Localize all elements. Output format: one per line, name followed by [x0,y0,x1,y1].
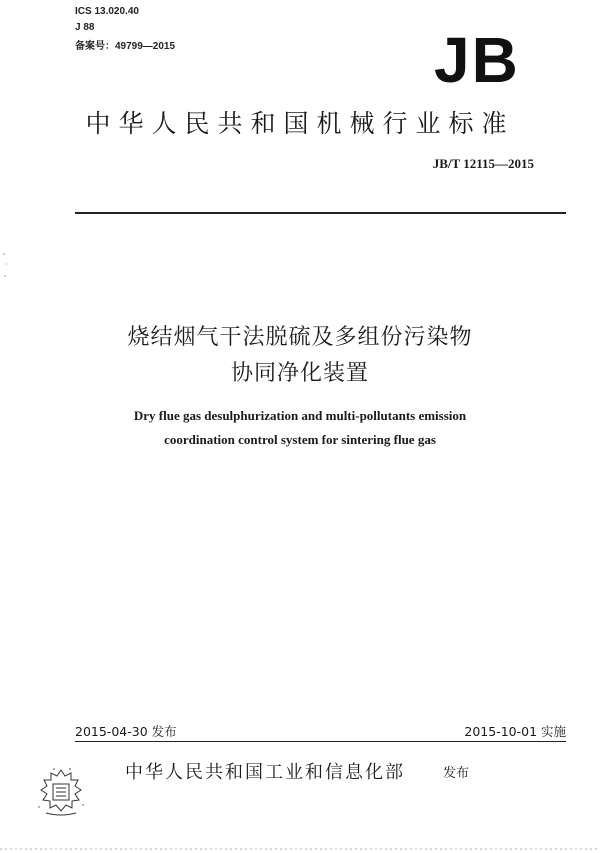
issuing-authority: 中华人民共和国工业和信息化部 [125,762,405,783]
footer-divider [75,741,566,742]
jb-logo: JB [434,24,520,96]
issuing-label: 发布 [443,766,470,781]
issue-date: 2015-04-30 发布 [75,724,177,739]
ics-code: ICS 13.020.40 [75,6,139,17]
emblem-seal-icon [36,767,86,819]
standard-number: JB/T 12115—2015 [432,156,534,171]
title-chinese-line-1: 烧结烟气干法脱硫及多组份污染物 [127,325,473,350]
header-divider [75,212,566,214]
title-english-line-1: Dry flue gas desulphurization and multi-pollutants emission [133,408,467,423]
classification-code: J 88 [75,22,95,33]
implementation-date: 2015-10-01 实施 [464,724,566,739]
scan-specks [0,250,10,290]
title-english-line-2: coordination control system for sintering flue gas [164,432,436,447]
title-chinese-line-2: 协同净化装置 [230,361,369,386]
record-number: 备案号：49799—2015 [75,41,176,52]
standard-category-title: 中华人民共和国机械行业标准 [85,109,515,138]
scan-bottom-edge [0,845,600,853]
